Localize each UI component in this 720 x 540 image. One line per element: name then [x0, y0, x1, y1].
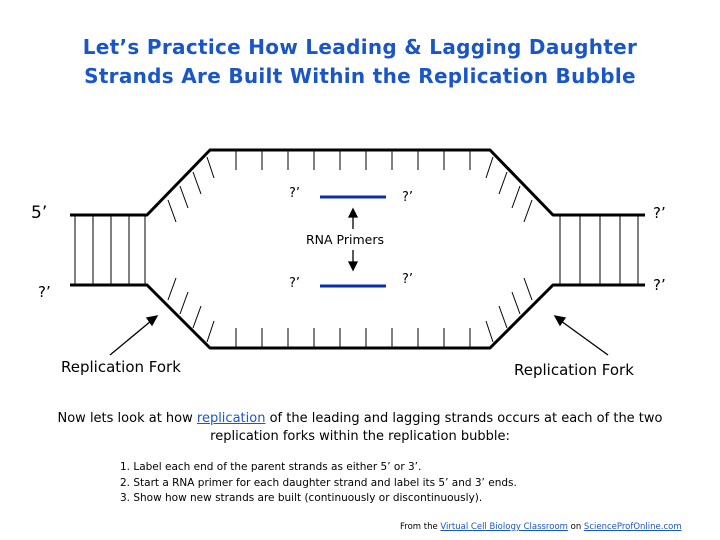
primer-bottom-right-label: ?’: [402, 272, 414, 287]
step-3: 3. Show how new strands are built (continuously or discontinuously).: [120, 492, 483, 504]
top-left-end-label: 5’: [31, 203, 48, 223]
replication-fork-right-label: Replication Fork: [514, 361, 634, 379]
step-1: 1. Label each end of the parent strands as either 5’ or 3’.: [120, 461, 422, 473]
virtual-cell-biology-link[interactable]: Virtual Cell Biology Classroom: [440, 522, 568, 532]
credit-prefix: From the: [400, 522, 441, 532]
top-right-end-label: ?’: [653, 204, 666, 222]
intro-text-after: of the leading and lagging strands occurs at each of the two replication forks within the replication bubble:: [210, 411, 663, 444]
credit-line: [400, 522, 682, 532]
duplex-rungs: [75, 215, 638, 285]
bottom-left-end-label: ?’: [38, 283, 51, 301]
bottom-strand-bases: [168, 278, 532, 348]
primer-bottom-left-label: ?’: [289, 276, 301, 291]
instruction-steps: [120, 460, 517, 507]
title-line-1: Let’s Practice How Leading & Lagging Daughter: [82, 35, 638, 59]
primer-top-right-label: ?’: [402, 190, 414, 205]
title-line-2: Strands Are Built Within the Replication Bubble: [84, 64, 636, 88]
rna-primers-label: RNA Primers: [306, 232, 385, 247]
top-parent-strand: [70, 150, 645, 215]
bottom-right-end-label: ?’: [653, 276, 666, 294]
replication-fork-left-label: Replication Fork: [61, 358, 181, 376]
step-2: 2. Start a RNA primer for each daughter strand and label its 5’ and 3’ ends.: [120, 476, 517, 489]
scienceprofonline-link[interactable]: ScienceProfOnline.com: [583, 522, 682, 532]
credit-middle: on: [567, 522, 584, 532]
primer-top-left-label: ?’: [289, 186, 301, 201]
intro-text-before: Now lets look at how: [57, 411, 197, 426]
instructions-intro: [40, 410, 680, 446]
top-strand-bases: [168, 150, 532, 222]
replication-link[interactable]: replication: [196, 411, 266, 426]
